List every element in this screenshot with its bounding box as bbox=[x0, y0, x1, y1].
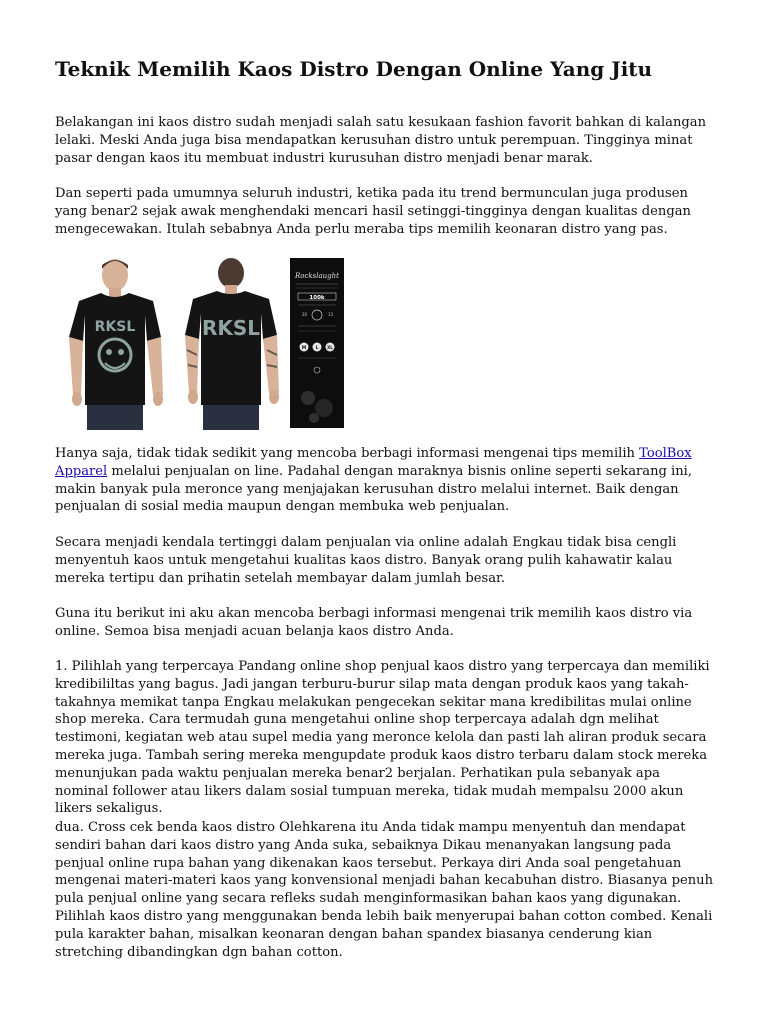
paragraph-toolbox bbox=[55, 445, 715, 516]
article-title: Teknik Memilih Kaos Distro Dengan Online Yang Jitu bbox=[55, 57, 653, 81]
tag-size-m: M bbox=[301, 346, 307, 351]
paragraph-toolbox-text-after: melalui penjualan on line. Padahal dengan maraknya bisnis online seperti sekarang ini, makin banyak pula meronce yang menjajakan kerusuhan distro melalui internet. Baik dengan penjualan di sosial media maupun dengan membuka web penjualan. bbox=[55, 463, 693, 515]
paragraph-guide: Guna itu berikut ini aku akan mencoba berbagi informasi mengenai trik memilih kaos distro via online. Semoa bisa menjadi acuan belanja kaos distro Anda. bbox=[55, 606, 693, 639]
tshirt-front-photo bbox=[57, 255, 177, 430]
hang-tag-graphic bbox=[290, 258, 344, 428]
paragraph-toolbox-text-before: Hanya saja, tidak tidak sedikit yang mencoba berbagi informasi mengenai tips memilih bbox=[55, 446, 640, 461]
hang-tag bbox=[290, 258, 344, 428]
tshirt-back-photo bbox=[171, 255, 291, 430]
product-image bbox=[57, 255, 347, 430]
toolbox-apparel-link[interactable]: ToolBox Apparel bbox=[55, 446, 692, 479]
tag-year-right: 13 bbox=[328, 312, 334, 317]
front-print-text: RKSL bbox=[94, 319, 136, 335]
tag-year-left: 20 bbox=[302, 312, 308, 317]
paragraph-intro: Belakangan ini kaos distro sudah menjadi salah satu kesukaan fashion favorit bahkan di kalangan lelaki. Meski Anda juga bisa mendapatkan kerusuhan distro untuk perempuan. Tingginya minat pasar dengan kaos itu membuat industri kurusuhan distro menjadi benar marak. bbox=[55, 115, 707, 166]
tag-brand-text: Rockslaught bbox=[295, 272, 339, 280]
tag-count-text: 100k bbox=[309, 295, 325, 301]
paragraph-tip-2: dua. Cross cek benda kaos distro Olehkarena itu Anda tidak mampu menyentuh dan mendapat sendiri bahan dari kaos distro yang Anda suka, sebaiknya Dikau menanyakan langsung pada penjual online rupa bahan yang dikenakan kaos tersebut. Perkaya diri Anda soal pengetahuan mengenai materi-materi kaos yang konvensional menjadi bahan kecabuhan distro. Biasanya penuh pula penjual online yang secara refleks sudah menginformasikan bahan kaos yang digunakan. Pilihlah kaos distro yang menggunakan benda lebih baik menyerupai bahan cotton combed. Kenali pula karakter bahan, misalkan keonaran dengan bahan spandex biasanya cenderung kian stretching dibandingkan dgn bahan cotton. bbox=[55, 820, 714, 960]
paragraph-obstacle: Secara menjadi kendala tertinggi dalam penjualan via online adalah Engkau tidak bisa cengli menyentuh kaos untuk mengetahui kualitas kaos distro. Banyak orang pulih kahawatir kalau mereka tertipu dan prihatin setelah membayar dalam jumlah besar. bbox=[55, 535, 677, 586]
tag-size-xl: XL bbox=[327, 345, 333, 350]
tag-size-l: L bbox=[315, 346, 319, 351]
back-print-text: RKSL bbox=[201, 316, 261, 340]
paragraph-tip-1: 1. Pilihlah yang terpercaya Pandang online shop penjual kaos distro yang terpercaya dan memiliki kredibililtas yang bagus. Jadi jangan terburu-burur silap mata dengan produk kaos yang takah-takahnya memikat tanpa Engkau melakukan pengecekan sekitar mana kredibilitas mulai online shop mereka. Cara termudah guna mengetahui online shop terpercaya adalah dgn melihat testimoni, kegiatan web atau supel media yang meronce kelola dan pasti lah aliran produk secara mereka juga. Tambah sering mereka mengupdate produk kaos distro terbaru dalam stock mereka menunjukan pada waktu penjualan mereka benar2 berjalan. Perhatikan pula sebanyak apa nominal follower atau likers dalam sosial tumpuan mereka, tidak mudah mempalsu 2000 akun likers sekaligus. bbox=[55, 659, 710, 817]
paragraph-industry: Dan seperti pada umumnya seluruh industri, ketika pada itu trend bermunculan juga produsen yang benar2 sejak awak menghendaki mencari hasil setinggi-tingginya dengan kualitas dengan mengecewakan. Itulah sebabnya Anda perlu meraba tips memilih keonaran distro yang pas. bbox=[55, 186, 691, 237]
